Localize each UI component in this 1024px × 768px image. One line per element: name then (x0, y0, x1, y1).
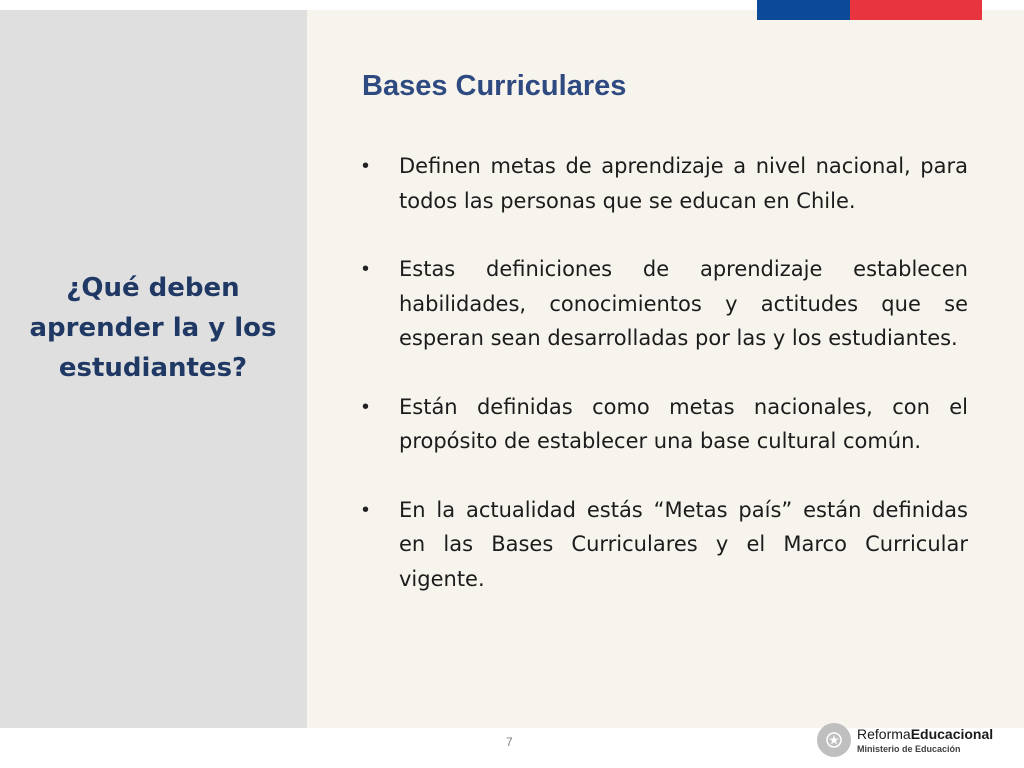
section-question: ¿Qué deben aprender la y los estudiantes? (29, 273, 277, 383)
bullet-item (362, 252, 968, 356)
reforma-educacional-logo (817, 721, 994, 761)
flag-stripe-red (850, 0, 982, 20)
logo-subtitle: Ministerio de Educación (857, 744, 961, 754)
bullet-item (362, 149, 968, 218)
logo-title-a: Reforma (857, 726, 911, 742)
bullet-list (362, 149, 968, 630)
bullet-text: Definen metas de aprendizaje a nivel nacional, para todos las personas que se educan en Chile. (399, 154, 968, 213)
slide-title: Bases Curriculares (362, 70, 627, 102)
bullet-text: Estas definiciones de aprendizaje establecen habilidades, conocimientos y actitudes que se esperan sean desarrolladas por las y los estudiantes. (399, 257, 968, 350)
logo-title-b: Educacional (910, 726, 994, 742)
bullet-dot: • (362, 258, 370, 280)
bullet-text: Están definidas como metas nacionales, con el propósito de establecer una base cultural común. (399, 394, 968, 453)
page-number: 7 (506, 735, 513, 749)
flag-stripe-blue (757, 0, 850, 20)
logo-title (857, 726, 993, 742)
bullet-dot: • (362, 155, 370, 177)
bullet-dot: • (362, 395, 370, 418)
seal-icon-glyph (826, 732, 842, 748)
bullet-text: En la actualidad estás “Metas país” están definidas en las Bases Curriculares y el Marco Curricular vigente. (399, 497, 968, 591)
bullet-dot: • (362, 498, 370, 521)
bullet-item (362, 493, 968, 597)
seal-icon (817, 723, 851, 757)
bullet-item (362, 390, 968, 459)
